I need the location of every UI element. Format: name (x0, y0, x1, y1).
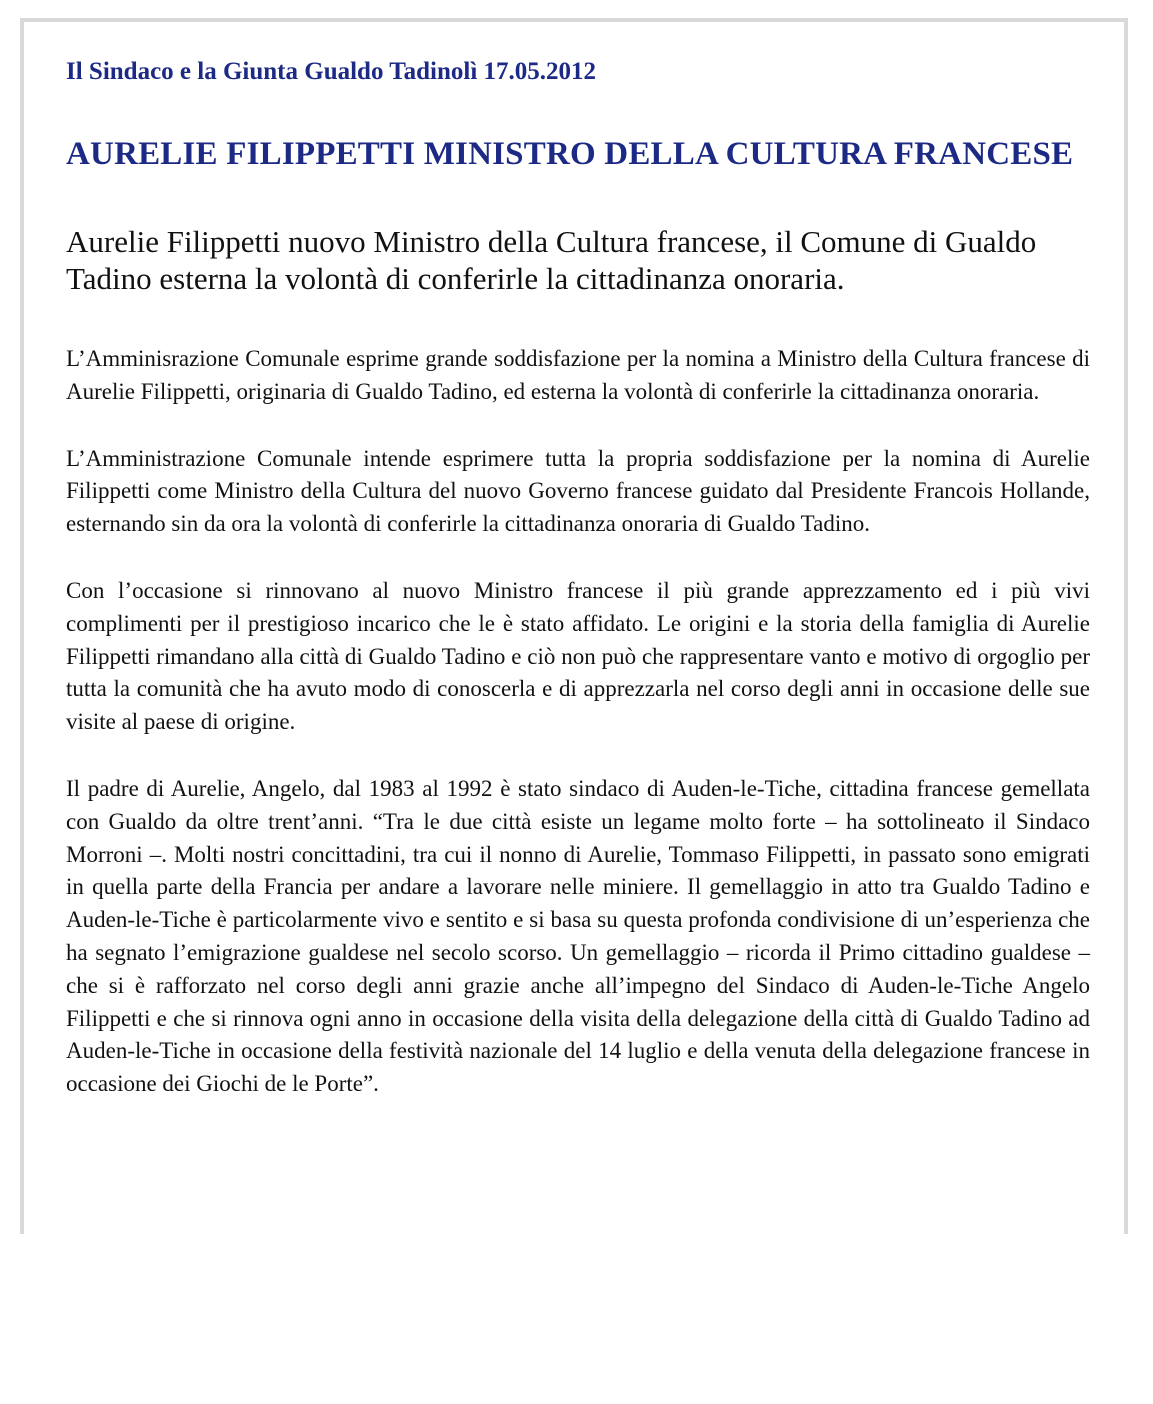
article-paragraph-1: L’Amminisrazione Comunale esprime grande soddisfazione per la nomina a Ministro della Cultura francese di Aurelie Filippetti, originaria di Gualdo Tadino, ed esterna la volontà di conferirle la cittadinanza onoraria. (66, 346, 1090, 404)
article-headline: AURELIE FILIPPETTI MINISTRO DELLA CULTURA FRANCESE (66, 136, 1074, 172)
article-paragraph-4: Il padre di Aurelie, Angelo, dal 1983 al 1992 è stato sindaco di Auden-le-Tiche, cittadina francese gemellata con Gualdo da oltre trent’anni. “Tra le due città esiste un legame molto forte – ha sottolineato il Sindaco Morroni –. Molti nostri concittadini, tra cui il nonno di Aurelie, Tommaso Filippetti, in passato sono emigrati in quella parte della Francia per andare a lavorare nelle miniere. Il gemellaggio in atto tra Gualdo Tadino e Auden-le-Tiche è particolarmente vivo e sentito e si basa su questa profonda condivisione di un’esperienza che ha segnato l’emigrazione gualdese nel secolo scorso. Un gemellaggio – ricorda il Primo cittadino gualdese – che si è rafforzato nel corso degli anni grazie anche all’impegno del Sindaco di Auden-le-Tiche Angelo Filippetti e che si rinnova ogni anno in occasione della visita della delegazione della città di Gualdo Tadino ad Auden-le-Tiche in occasione della festività nazionale del 14 luglio e della venuta della delegazione francese in occasione dei Giochi de le Porte”. (66, 775, 1090, 1097)
article-subheadline: Aurelie Filippetti nuovo Ministro della Cultura francese, il Comune di Gualdo Tadino esterna la volontà di conferirle la cittadinanza onoraria. (66, 224, 1037, 296)
article-paragraph-2: L’Amministrazione Comunale intende esprimere tutta la propria soddisfazione per la nomina di Aurelie Filippetti come Ministro della Cultura del nuovo Governo francese guidato dal Presidente Francois Hollande, esternando sin da ora la volontà di conferirle la cittadinanza onoraria di Gualdo Tadino. (66, 445, 1090, 537)
article-byline: Il Sindaco e la Giunta Gualdo Tadinolì 17.05.2012 (66, 58, 597, 85)
article-container (66, 54, 1090, 1101)
article-paragraph-3: Con l’occasione si rinnovano al nuovo Ministro francese il più grande apprezzamento ed i più vivi complimenti per il prestigioso incarico che le è stato affidato. Le origini e la storia della famiglia di Aurelie Filippetti rimandano alla città di Gualdo Tadino e ciò non può che rappresentare vanto e motivo di orgoglio per tutta la comunità che ha avuto modo di conoscerla e di apprezzarla nel corso degli anni in occasione delle sue visite al paese di origine. (66, 577, 1090, 735)
